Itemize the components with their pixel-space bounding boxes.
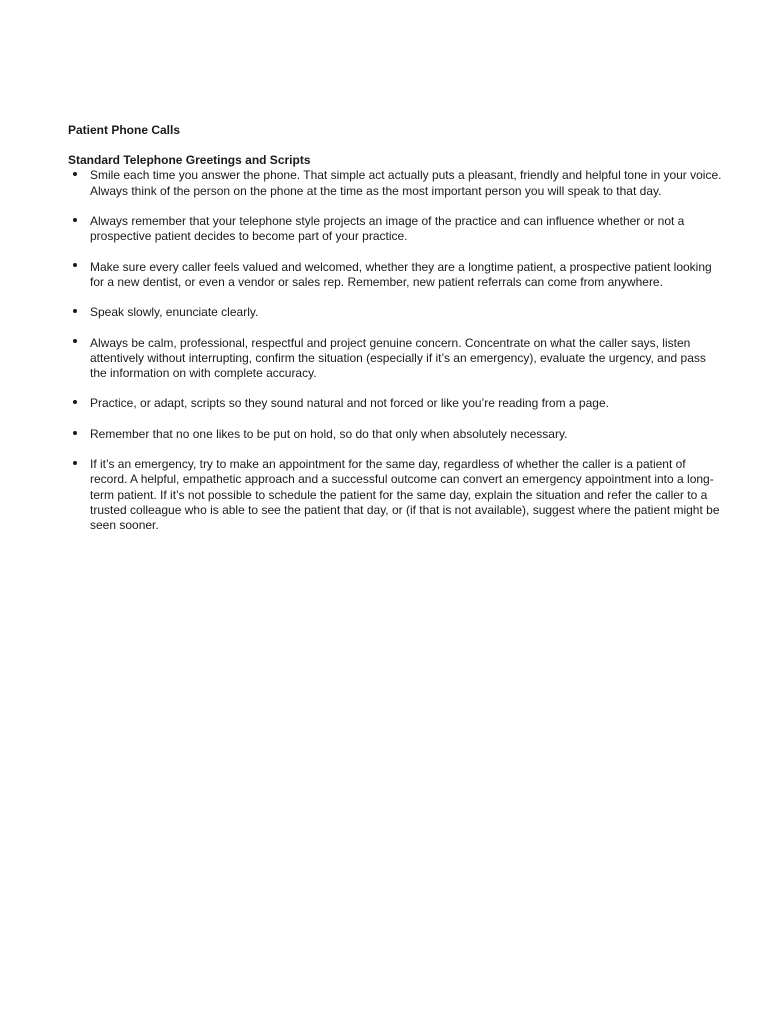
list-item: [68, 457, 724, 533]
bullet-icon: [70, 214, 80, 229]
section-heading: Standard Telephone Greetings and Scripts: [68, 153, 311, 168]
list-item-text: Speak slowly, enunciate clearly.: [90, 305, 259, 320]
bullet-icon: [70, 305, 80, 320]
list-item: [68, 260, 724, 290]
list-item: [68, 168, 724, 198]
list-item-text: Make sure every caller feels valued and welcomed, whether they are a longtime patient, a prospective patient looking for a new dentist, or even a vendor or sales rep. Remember, new patient referrals can come from anywhere.: [90, 259, 712, 289]
bullet-icon: [70, 336, 80, 351]
list-item-text: If it’s an emergency, try to make an appointment for the same day, regardless of whether the caller is a patient of record. A helpful, empathetic approach and a successful outcome can convert an emergency appointment into a long-term patient. If it’s not possible to schedule the patient for the same day, explain the situation and refer the caller to a trusted colleague who is able to see the patient that day, or (if that is not available), suggest where the patient might be seen sooner.: [90, 457, 720, 532]
bullet-list: [68, 168, 724, 533]
list-item: [68, 305, 724, 320]
bullet-icon: [70, 168, 80, 183]
list-item: [68, 214, 724, 244]
list-item: [68, 396, 724, 411]
bullet-icon: [70, 260, 80, 275]
list-item-text: Smile each time you answer the phone. That simple act actually puts a pleasant, friendly and helpful tone in your voice. Always think of the person on the phone at the time as the most important person you will speak to that day.: [90, 168, 722, 198]
list-item-text: Always be calm, professional, respectful and project genuine concern. Concentrate on what the caller says, listen attentively without interrupting, confirm the situation (especially if it’s an emergency), evaluate the urgency, and pass the information on with complete accuracy.: [90, 335, 706, 380]
list-item-text: Remember that no one likes to be put on hold, so do that only when absolutely necessary.: [90, 426, 568, 441]
bullet-icon: [70, 457, 80, 472]
list-item-text: Practice, or adapt, scripts so they sound natural and not forced or like you’re reading from a page.: [90, 396, 609, 411]
bullet-icon: [70, 427, 80, 442]
document-title: Patient Phone Calls: [68, 123, 181, 137]
list-item-text: Always remember that your telephone style projects an image of the practice and can influence whether or not a prospective patient decides to become part of your practice.: [90, 214, 685, 244]
document-body: [68, 123, 724, 548]
bullet-icon: [70, 396, 80, 411]
list-item: [68, 427, 724, 442]
list-item: [68, 336, 724, 382]
